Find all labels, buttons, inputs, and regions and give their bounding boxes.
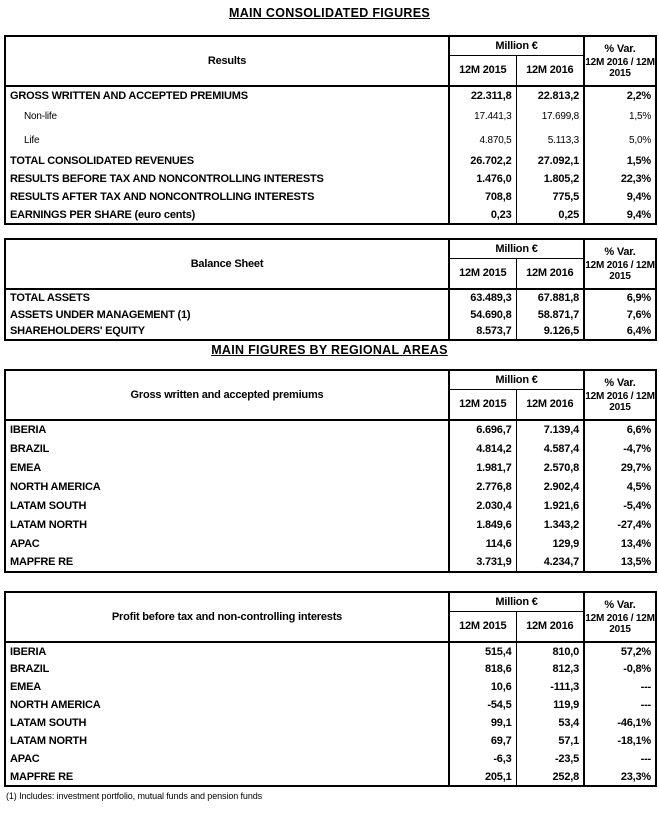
- row-value-2015: 708,8: [449, 188, 516, 206]
- row-value-2015: 515,4: [449, 642, 516, 660]
- row-value-2016: 4.587,4: [516, 439, 584, 458]
- table-row: [5, 323, 656, 340]
- var-sublabel: 12M 2016 / 12M 2015: [585, 613, 655, 635]
- table-row: [5, 206, 656, 224]
- row-label: BRAZIL: [5, 660, 449, 678]
- table-row: [5, 714, 656, 732]
- row-value-2015: 22.311,8: [449, 86, 516, 104]
- table-row: [5, 477, 656, 496]
- column-header-12m-2016: 12M 2016: [516, 55, 584, 86]
- table-row: [5, 553, 656, 572]
- row-value-2015: 1.981,7: [449, 458, 516, 477]
- row-value-var: -46,1%: [617, 717, 652, 729]
- row-label: RESULTS BEFORE TAX AND NONCONTROLLING INTERESTS: [5, 170, 449, 188]
- row-label: EMEA: [5, 458, 449, 477]
- var-sublabel: 12M 2016 / 12M 2015: [585, 57, 655, 79]
- row-label: LATAM SOUTH: [5, 496, 449, 515]
- row-value-2016: 2.902,4: [516, 477, 584, 496]
- row-value-var: -27,4%: [617, 518, 652, 531]
- table-row: [5, 496, 656, 515]
- row-label: MAPFRE RE: [5, 553, 449, 572]
- var-sublabel: 12M 2016 / 12M 2015: [585, 391, 655, 413]
- table-row: [5, 534, 656, 553]
- table-row: [5, 306, 656, 323]
- premiums-by-region-table-body: [5, 420, 656, 572]
- row-value-var: ---: [640, 753, 652, 765]
- row-value-2015: 205,1: [449, 768, 516, 786]
- row-label: LATAM NORTH: [5, 732, 449, 750]
- row-label: APAC: [5, 534, 449, 553]
- column-group-million-eur: Million €: [449, 239, 584, 258]
- row-label: Life: [5, 128, 449, 152]
- row-value-2015: 26.702,2: [449, 152, 516, 170]
- row-value-2016: -23,5: [516, 750, 584, 768]
- row-value-2015: 54.690,8: [449, 306, 516, 323]
- table-row: [5, 750, 656, 768]
- row-value-2016: 1.343,2: [516, 515, 584, 534]
- row-label: SHAREHOLDERS' EQUITY: [5, 323, 449, 340]
- table-row: [5, 678, 656, 696]
- row-value-var: 9,4%: [626, 208, 652, 221]
- row-value-var: 22,3%: [620, 173, 652, 185]
- table-caption-profit: Profit before tax and non-controlling interests: [5, 592, 449, 642]
- table-row: [5, 289, 656, 306]
- row-label: BRAZIL: [5, 439, 449, 458]
- results-table: [4, 35, 657, 225]
- row-value-var: -5,4%: [623, 499, 652, 512]
- row-value-2016: 129,9: [516, 534, 584, 553]
- table-row: [5, 86, 656, 104]
- row-value-var: 1,5%: [629, 110, 652, 122]
- row-value-2016: -111,3: [516, 678, 584, 696]
- row-value-2016: 1.805,2: [516, 170, 584, 188]
- column-header-var: [584, 592, 656, 642]
- row-value-2015: 4.814,2: [449, 439, 516, 458]
- row-label: GROSS WRITTEN AND ACCEPTED PREMIUMS: [5, 86, 449, 104]
- row-value-2016: 1.921,6: [516, 496, 584, 515]
- column-header-12m-2015: 12M 2015: [449, 611, 516, 642]
- table-row: [5, 128, 656, 152]
- row-value-var: 29,7%: [620, 461, 652, 474]
- row-value-2016: 2.570,8: [516, 458, 584, 477]
- row-label: LATAM NORTH: [5, 515, 449, 534]
- row-value-var: ---: [640, 681, 652, 693]
- table-caption-balance-sheet: Balance Sheet: [5, 239, 449, 289]
- row-value-var: 6,9%: [626, 292, 652, 304]
- row-value-2016: 27.092,1: [516, 152, 584, 170]
- row-value-var: 1,5%: [626, 155, 652, 167]
- column-header-12m-2016: 12M 2016: [516, 611, 584, 642]
- table-row: [5, 732, 656, 750]
- premiums-by-region-table: [4, 369, 657, 573]
- row-label: NORTH AMERICA: [5, 477, 449, 496]
- column-header-var: [584, 239, 656, 289]
- column-header-var: [584, 370, 656, 420]
- row-value-2015: 4.870,5: [449, 128, 516, 152]
- var-label: % Var.: [604, 599, 636, 611]
- column-header-12m-2015: 12M 2015: [449, 55, 516, 86]
- table-row: [5, 768, 656, 786]
- table-caption-premiums: Gross written and accepted premiums: [5, 370, 449, 420]
- row-value-var: -0,8%: [623, 663, 652, 675]
- row-value-2015: 2.030,4: [449, 496, 516, 515]
- row-value-2015: 818,6: [449, 660, 516, 678]
- var-sublabel: 12M 2016 / 12M 2015: [585, 260, 655, 282]
- row-value-2016: 119,9: [516, 696, 584, 714]
- row-label: MAPFRE RE: [5, 768, 449, 786]
- table-row: [5, 660, 656, 678]
- row-label: Non-life: [5, 104, 449, 128]
- row-label: APAC: [5, 750, 449, 768]
- row-value-2015: 3.731,9: [449, 553, 516, 572]
- table-caption-results: Results: [5, 36, 449, 86]
- row-value-var: 2,2%: [626, 89, 652, 102]
- row-value-var: 13,4%: [620, 537, 652, 550]
- row-value-2015: 1.476,0: [449, 170, 516, 188]
- page-title-regional: MAIN FIGURES BY REGIONAL AREAS: [211, 343, 448, 357]
- row-value-2015: 2.776,8: [449, 477, 516, 496]
- column-group-million-eur: Million €: [449, 592, 584, 611]
- row-value-2016: 22.813,2: [516, 86, 584, 104]
- row-value-2015: 17.441,3: [449, 104, 516, 128]
- row-label: LATAM SOUTH: [5, 714, 449, 732]
- row-value-2016: 17.699,8: [516, 104, 584, 128]
- column-header-var: [584, 36, 656, 86]
- balance-sheet-table: [4, 238, 657, 341]
- row-value-var: 9,4%: [626, 191, 652, 203]
- table-row: [5, 458, 656, 477]
- row-label: TOTAL CONSOLIDATED REVENUES: [5, 152, 449, 170]
- row-label: IBERIA: [5, 420, 449, 439]
- table-row: [5, 642, 656, 660]
- var-label: % Var.: [604, 377, 636, 389]
- table-row: [5, 515, 656, 534]
- table-row: [5, 420, 656, 439]
- row-value-2016: 9.126,5: [516, 323, 584, 340]
- row-label: TOTAL ASSETS: [5, 289, 449, 306]
- row-value-2015: -6,3: [449, 750, 516, 768]
- row-label: ASSETS UNDER MANAGEMENT (1): [5, 306, 449, 323]
- column-header-12m-2015: 12M 2015: [449, 258, 516, 289]
- row-value-2015: 69,7: [449, 732, 516, 750]
- row-label: EARNINGS PER SHARE (euro cents): [5, 206, 449, 224]
- table-row: [5, 170, 656, 188]
- table-row: [5, 104, 656, 128]
- row-value-2016: 4.234,7: [516, 553, 584, 572]
- row-value-2016: 57,1: [516, 732, 584, 750]
- row-value-2016: 58.871,7: [516, 306, 584, 323]
- row-value-var: 4,5%: [626, 480, 652, 493]
- row-value-var: 7,6%: [626, 308, 652, 321]
- row-value-2016: 53,4: [516, 714, 584, 732]
- profit-by-region-table: [4, 591, 657, 787]
- row-value-2015: 63.489,3: [449, 289, 516, 306]
- row-value-2015: 6.696,7: [449, 420, 516, 439]
- row-value-2016: 0,25: [516, 206, 584, 224]
- column-header-12m-2016: 12M 2016: [516, 258, 584, 289]
- column-group-million-eur: Million €: [449, 36, 584, 55]
- table-row: [5, 188, 656, 206]
- table-row: [5, 439, 656, 458]
- row-value-2016: 775,5: [516, 188, 584, 206]
- row-value-2016: 5.113,3: [516, 128, 584, 152]
- row-value-2016: 7.139,4: [516, 420, 584, 439]
- results-table-body: [5, 86, 656, 224]
- profit-by-region-table-body: [5, 642, 656, 786]
- row-value-2016: 812,3: [516, 660, 584, 678]
- row-value-2015: 1.849,6: [449, 515, 516, 534]
- row-value-var: -18,1%: [617, 735, 652, 747]
- var-label: % Var.: [604, 43, 636, 55]
- row-value-2016: 67.881,8: [516, 289, 584, 306]
- row-value-var: 57,2%: [620, 645, 652, 658]
- row-label: NORTH AMERICA: [5, 696, 449, 714]
- row-value-2015: 99,1: [449, 714, 516, 732]
- row-label: IBERIA: [5, 642, 449, 660]
- column-header-12m-2015: 12M 2015: [449, 389, 516, 420]
- var-label: % Var.: [604, 246, 636, 258]
- row-value-var: 6,6%: [626, 424, 652, 436]
- balance-sheet-table-body: [5, 289, 656, 340]
- page-title-main: MAIN CONSOLIDATED FIGURES: [228, 6, 431, 20]
- row-value-var: 6,4%: [626, 325, 652, 337]
- column-group-million-eur: Million €: [449, 370, 584, 389]
- column-header-12m-2016: 12M 2016: [516, 389, 584, 420]
- row-value-2015: 0,23: [449, 206, 516, 224]
- row-value-var: ---: [640, 699, 652, 711]
- row-value-var: 13,5%: [620, 556, 652, 568]
- row-value-2016: 810,0: [516, 642, 584, 660]
- footnote: (1) Includes: investment portfolio, mutual funds and pension funds: [6, 791, 263, 801]
- row-value-2015: 114,6: [449, 534, 516, 553]
- table-row: [5, 696, 656, 714]
- row-value-var: 23,3%: [620, 770, 652, 783]
- row-value-2015: 10,6: [449, 678, 516, 696]
- row-value-var: -4,7%: [623, 442, 652, 455]
- row-value-2015: 8.573,7: [449, 323, 516, 340]
- row-label: EMEA: [5, 678, 449, 696]
- row-label: RESULTS AFTER TAX AND NONCONTROLLING INTERESTS: [5, 188, 449, 206]
- row-value-var: 5,0%: [629, 134, 652, 146]
- row-value-2015: -54,5: [449, 696, 516, 714]
- row-value-2016: 252,8: [516, 768, 584, 786]
- table-row: [5, 152, 656, 170]
